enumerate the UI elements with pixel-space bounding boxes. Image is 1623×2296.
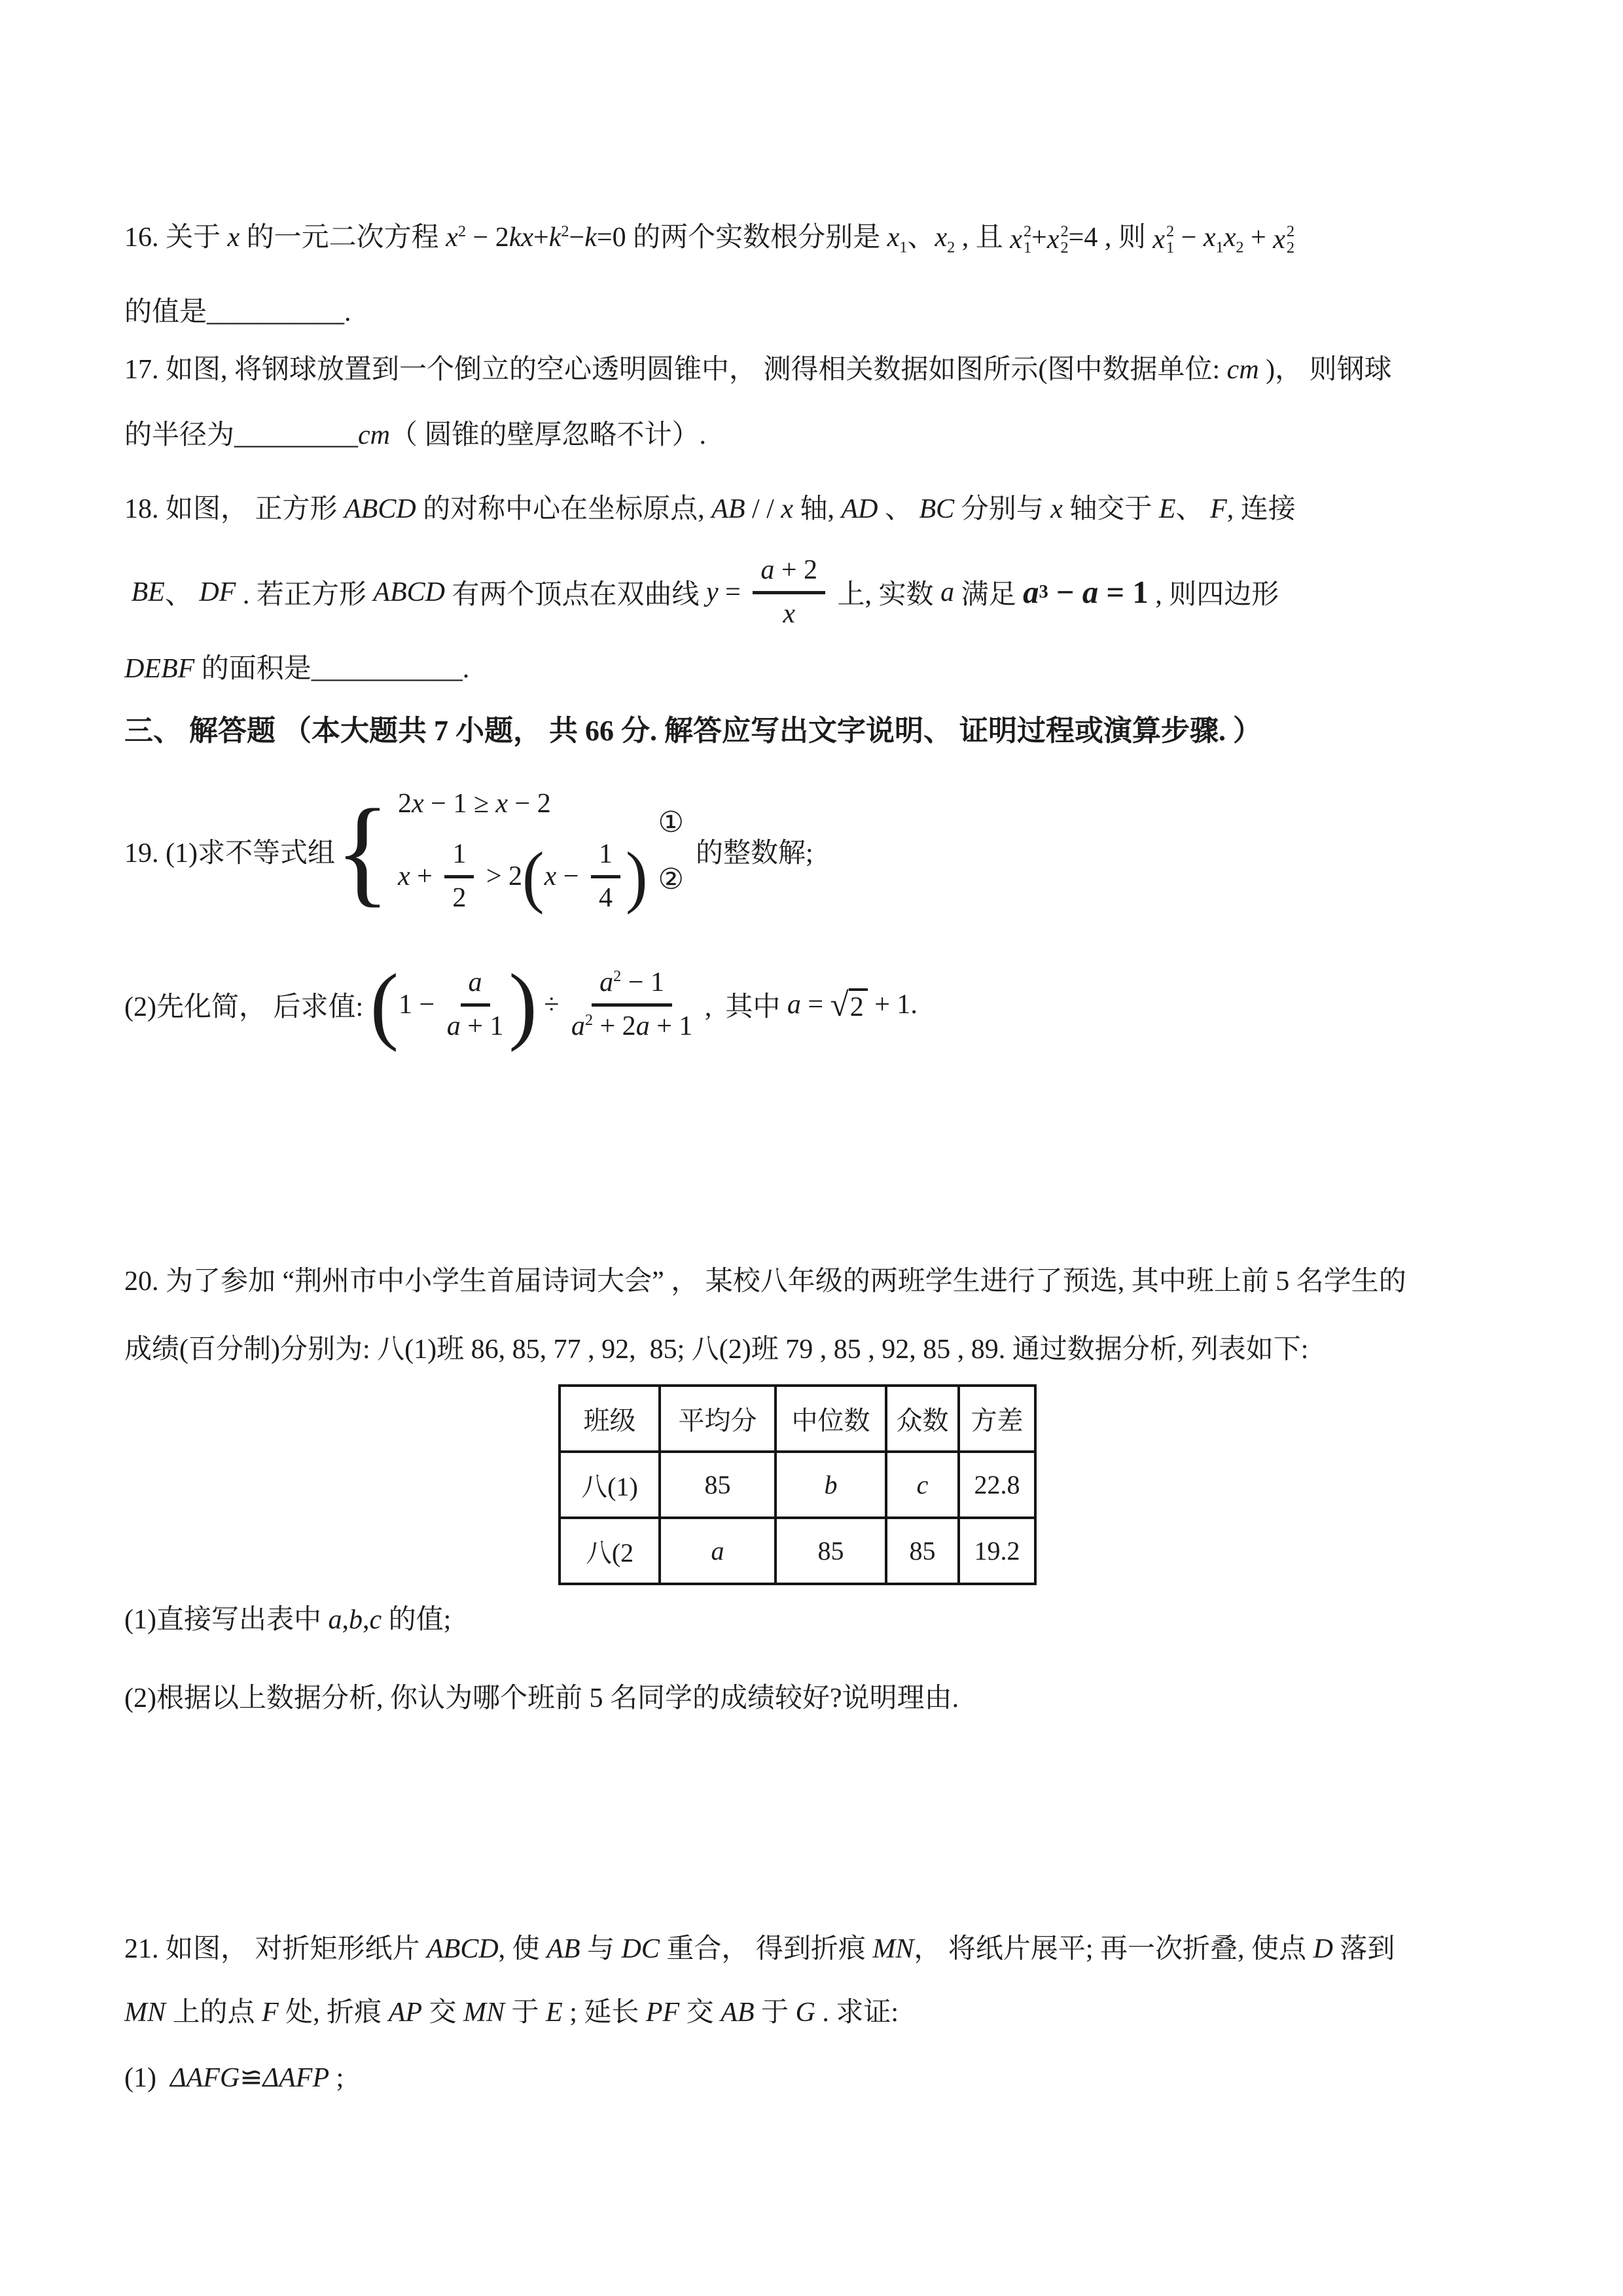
circled-2-mark: ② [658, 863, 684, 895]
question-20-part-2: (2)根据以上数据分析, 你认为哪个班前 5 名同学的成绩较好?说明理由. [124, 1683, 959, 1713]
cell-class-1-median: b [776, 1452, 886, 1518]
question-20-text-line-1: 20. 为了参加 “荆州市中小学生首届诗词大会” ， 某校八年级的两班学生进行了预选, 其中班上前 5 名学生的 [124, 1266, 1406, 1297]
score-table [558, 1384, 1037, 1585]
cell-class-2-variance: 19.2 [959, 1518, 1035, 1584]
cell-class-1-mode: c [886, 1452, 959, 1518]
question-19-intro: 19. (1)求不等式组 [124, 838, 335, 869]
question-19-outro: 的整数解; [695, 838, 813, 869]
inequality-2: x + $\frac{1}{2}$ > 2 ( x − $\frac{1}{4}$ ) [397, 837, 648, 915]
inequality-system [334, 784, 684, 918]
cell-class-2-median: 85 [776, 1518, 886, 1584]
question-16-text-line-1: 16. 关于 x 的一元二次方程 $x^2 - 2kx+k^2-k=0$ 的两个实数根分别是 $x_1$、$x_2$ , 且 x 2 1 + x 2 2 =4 , 则 x 2 1 − $x_1x_2$ + x 2 2 [124, 222, 1295, 257]
question-19-part-2: (2)先化简， 后求值: ( 1 − $\frac{a}{a + 1}$ ) ÷ $\frac{a^2 - 1}{a^2 + 2a + 1}$ , 其中 a = √ 2 + 1. [124, 956, 918, 1053]
header-cell-median: 中位数 [776, 1386, 886, 1452]
header-cell-mean: 平均分 [660, 1386, 776, 1452]
question-20-text-line-2: 成绩(百分制)分别为: 八(1)班 86, 85, 77 , 92, 85; 八(2)班 79 , 85 , 92, 85 , 89. 通过数据分析, 列表如下: [124, 1335, 1309, 1365]
circled-1-mark: ① [658, 806, 684, 838]
question-21-text-line-1: 21. 如图， 对折矩形纸片 ABCD, 使 AB 与 DC 重合， 得到折痕 MN， 将纸片展平; 再一次折叠, 使点 D 落到 [124, 1934, 1395, 1964]
table-row-class-1 [560, 1452, 1035, 1518]
question-17-text-line-2: 的半径为_________cm（ 圆锥的壁厚忽略不计）. [124, 420, 707, 450]
system-left-brace: { [334, 784, 390, 918]
table-header-row [560, 1386, 1035, 1452]
table-row-class-2 [560, 1518, 1035, 1584]
question-17-text-line-1: 17. 如图, 将钢球放置到一个倒立的空心透明圆锥中， 测得相关数据如图所示(图中数据单位: cm )， 则钢球 [124, 355, 1392, 385]
system-equations [398, 788, 648, 913]
cell-class-1-mean: 85 [660, 1452, 776, 1518]
equation-number-marks [658, 806, 684, 896]
header-cell-variance: 方差 [959, 1386, 1035, 1452]
section-3-header: 三、 解答题 （本大题共 7 小题， 共 66 分. 解答应写出文字说明、 证明过程或演算步骤. ） [124, 715, 1262, 747]
cell-class-2-mean: a [660, 1518, 776, 1584]
question-16-text-line-2: 的值是__________. [124, 297, 351, 327]
header-cell-mode: 众数 [886, 1386, 959, 1452]
inequality-1: 2 x − 1 ≥ x − 2 [397, 789, 551, 819]
cell-class-1-variance: 22.8 [959, 1452, 1035, 1518]
question-19-part-1 [124, 782, 813, 920]
question-21-part-1: (1) ΔAFG≌ΔAFP ; [124, 2063, 344, 2093]
question-18-text-line-1: 18. 如图， 正方形 ABCD 的对称中心在坐标原点, AB / / x 轴, AD 、 BC 分别与 x 轴交于 E、 F, 连接 [124, 494, 1296, 524]
cell-class-1-label: 八(1) [560, 1452, 660, 1518]
question-20-part-1: (1)直接写出表中 a,b,c 的值; [124, 1605, 452, 1635]
question-18-text-line-3: DEBF 的面积是___________. [124, 654, 470, 684]
header-cell-class: 班级 [560, 1386, 660, 1452]
cell-class-2-label: 八(2 [560, 1518, 660, 1584]
question-18-text-line-2: BE 、 DF . 若正方形 ABCD 有两个顶点在双曲线 y = $\frac{a + 2}{x}$ 上, 实数 a 满足 a 3 − a = 1 , 则四边形 [131, 555, 1279, 629]
cell-class-2-mode: 85 [886, 1518, 959, 1584]
question-21-text-line-2: MN 上的点 F 处, 折痕 AP 交 MN 于 E ; 延长 PF 交 AB 于 G . 求证: [124, 1998, 899, 2028]
